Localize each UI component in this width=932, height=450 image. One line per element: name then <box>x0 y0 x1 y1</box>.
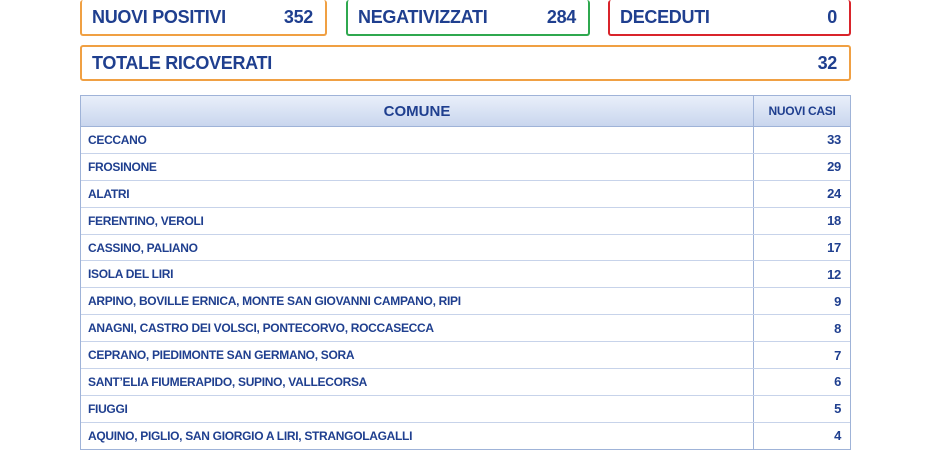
comune-cell: ANAGNI, CASTRO DEI VOLSCI, PONTECORVO, ROCCASECCA <box>81 315 754 341</box>
table-row <box>81 181 850 208</box>
table-row <box>81 369 850 396</box>
totale-ricoverati-box <box>80 45 851 81</box>
table-row <box>81 288 850 315</box>
nuovi-positivi-label: NUOVI POSITIVI <box>92 6 226 27</box>
comune-cell: ALATRI <box>81 181 754 207</box>
table-header <box>81 96 850 127</box>
nuovi-casi-cell: 5 <box>834 401 841 417</box>
column-header-nuovi-casi: NUOVI CASI <box>768 104 836 118</box>
comune-cell: AQUINO, PIGLIO, SAN GIORGIO A LIRI, STRANGOLAGALLI <box>81 423 754 449</box>
table-row <box>81 396 850 423</box>
nuovi-casi-cell: 7 <box>834 347 841 363</box>
table-row <box>81 127 850 154</box>
nuovi-casi-cell: 18 <box>827 213 841 229</box>
nuovi-casi-cell: 6 <box>834 374 841 390</box>
nuovi-casi-cell: 9 <box>834 293 841 309</box>
nuovi-casi-cell: 24 <box>827 186 841 202</box>
table-row <box>81 423 850 449</box>
negativizzati-box <box>346 0 590 36</box>
nuovi-casi-cell: 33 <box>827 132 841 148</box>
comune-cell: SANT’ELIA FIUMERAPIDO, SUPINO, VALLECORSA <box>81 369 754 395</box>
comuni-table <box>80 95 851 450</box>
nuovi-casi-cell: 8 <box>834 320 841 336</box>
deceduti-label: DECEDUTI <box>620 6 710 27</box>
nuovi-positivi-value: 352 <box>283 6 313 27</box>
deceduti-value: 0 <box>827 6 837 27</box>
table-row <box>81 208 850 235</box>
negativizzati-label: NEGATIVIZZATI <box>358 6 488 27</box>
table-body <box>81 127 850 449</box>
comune-cell: FROSINONE <box>81 154 754 180</box>
table-row <box>81 261 850 288</box>
nuovi-positivi-box <box>80 0 327 36</box>
column-header-comune: COMUNE <box>81 96 754 126</box>
comune-cell: FIUGGI <box>81 396 754 422</box>
table-row <box>81 154 850 181</box>
totale-ricoverati-value: 32 <box>817 52 837 73</box>
comune-cell: ISOLA DEL LIRI <box>81 261 754 287</box>
comune-cell: FERENTINO, VEROLI <box>81 208 754 234</box>
nuovi-casi-cell: 17 <box>827 240 841 255</box>
comune-cell: ARPINO, BOVILLE ERNICA, MONTE SAN GIOVANNI CAMPANO, RIPI <box>81 288 754 314</box>
table-row <box>81 315 850 342</box>
nuovi-casi-cell: 29 <box>827 159 841 175</box>
comune-cell: CECCANO <box>81 127 754 153</box>
negativizzati-value: 284 <box>546 6 576 27</box>
nuovi-casi-cell: 4 <box>834 428 841 444</box>
table-row <box>81 235 850 262</box>
comune-cell: CASSINO, PALIANO <box>81 235 754 261</box>
totale-ricoverati-label: TOTALE RICOVERATI <box>92 52 272 73</box>
deceduti-box <box>608 0 851 36</box>
table-row <box>81 342 850 369</box>
nuovi-casi-cell: 12 <box>827 266 841 282</box>
comune-cell: CEPRANO, PIEDIMONTE SAN GERMANO, SORA <box>81 342 754 368</box>
